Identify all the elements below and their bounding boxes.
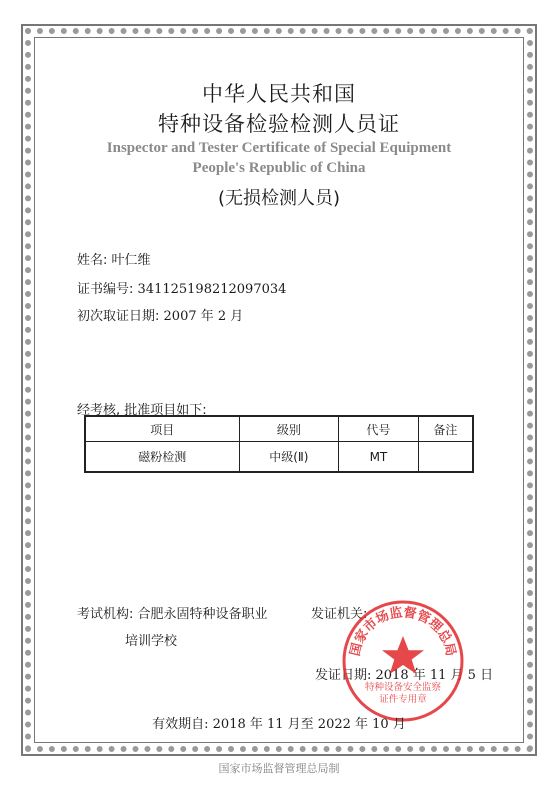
cell-code: MT xyxy=(339,442,419,473)
seal-outer-text: 国家市场监督管理总局 xyxy=(348,605,458,658)
validity-period: 有效期自: 2018 年 11 月至 2022 年 10 月 xyxy=(152,717,406,732)
cell-item: 磁粉检测 xyxy=(85,442,239,473)
official-seal xyxy=(340,598,466,724)
issue-date: 发证日期: 2018 年 11 月 5 日 xyxy=(315,668,494,683)
footer-issuer: 国家市场监督管理总局制 xyxy=(218,762,340,775)
holder-name-row xyxy=(77,249,151,268)
cell-level: 中级(Ⅱ) xyxy=(239,442,338,473)
approval-heading: 经考核, 批准项目如下: xyxy=(77,403,207,418)
exam-institution-row xyxy=(77,603,268,622)
exam-institution-line1: 合肥永固特种设备职业 xyxy=(137,607,268,622)
approval-table xyxy=(84,415,474,473)
title-english-line1: Inspector and Tester Certificate of Special Equipment xyxy=(106,140,452,156)
exam-label: 考试机构: xyxy=(77,607,134,622)
issuer-label: 发证机关: xyxy=(311,607,368,622)
column-header-item: 项目 xyxy=(85,416,239,442)
table-header-row xyxy=(85,416,473,442)
seal-inner-text-1: 特种设备安全监察 xyxy=(364,682,442,693)
cert-no: 341125198212097034 xyxy=(137,282,287,297)
column-header-level: 级别 xyxy=(239,416,338,442)
first-issue-date: 2007 年 2 月 xyxy=(163,309,244,324)
cert-no-label: 证书编号: xyxy=(77,282,134,297)
seal-inner-text-2: 证件专用章 xyxy=(379,694,427,705)
seal-star-icon xyxy=(382,636,424,674)
column-header-note: 备注 xyxy=(418,416,473,442)
title-line1: 中华人民共和国 xyxy=(202,82,356,106)
cert-no-row xyxy=(77,278,286,297)
title-line2: 特种设备检验检测人员证 xyxy=(158,112,400,136)
name-label: 姓名: xyxy=(77,253,108,268)
table-row xyxy=(85,442,473,473)
holder-name: 叶仁维 xyxy=(111,253,151,268)
cell-note xyxy=(418,442,473,473)
column-header-code: 代号 xyxy=(339,416,419,442)
title-category: (无损检测人员) xyxy=(217,188,341,209)
title-english-line2: People's Republic of China xyxy=(192,160,366,176)
first-issue-label: 初次取证日期: xyxy=(77,309,160,324)
exam-institution-line2: 培训学校 xyxy=(125,634,178,649)
first-issue-row xyxy=(77,305,243,324)
